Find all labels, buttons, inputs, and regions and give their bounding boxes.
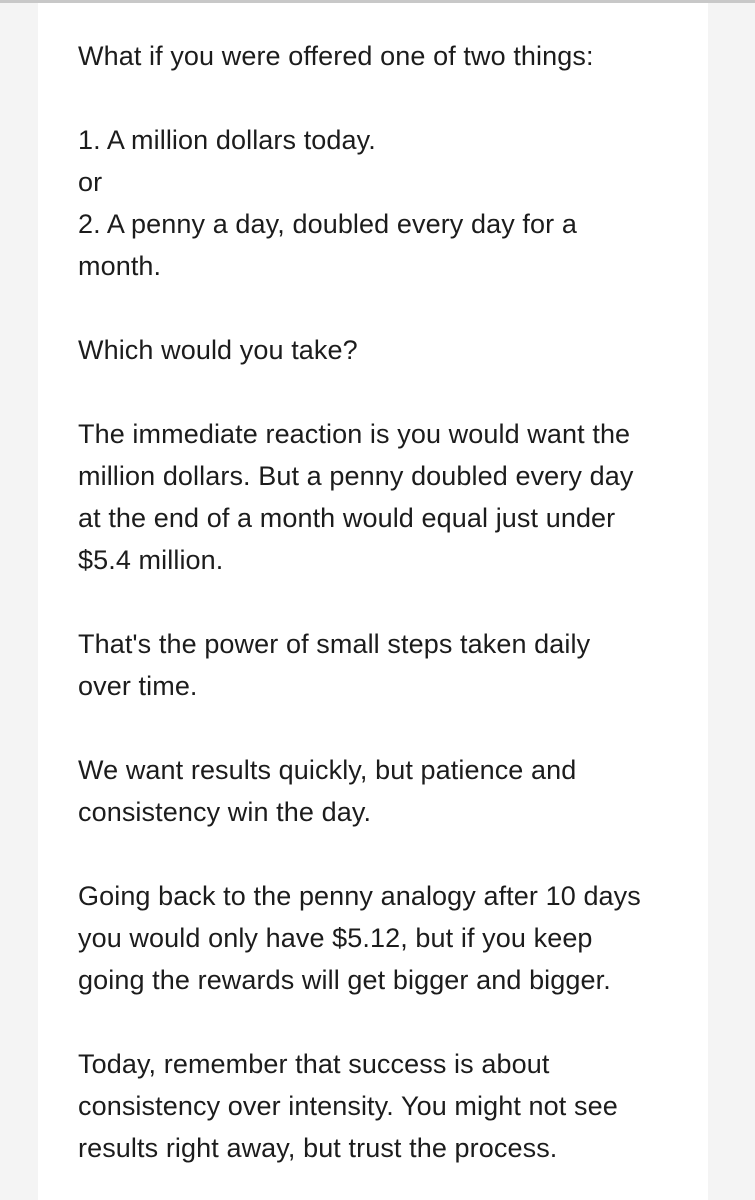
text-line: Going back to the penny analogy after 10 days [78, 881, 641, 911]
text-line: 1. A million dollars today. [78, 125, 376, 155]
text-line: Today, remember that success is about [78, 1049, 550, 1079]
text-line: results right away, but trust the process. [78, 1133, 558, 1163]
text-line: million dollars. But a penny doubled every day [78, 461, 634, 491]
text-line: Which would you take? [78, 335, 358, 365]
article-page [38, 3, 708, 1200]
text-line: or [78, 167, 103, 197]
text-line: consistency win the day. [78, 797, 372, 827]
paragraph-question [78, 329, 684, 371]
text-line: you would only have $5.12, but if you keep [78, 923, 593, 953]
text-line: What if you were offered one of two things: [78, 41, 594, 71]
paragraph-options [78, 119, 684, 287]
paragraph-reaction [78, 413, 684, 581]
paragraph-power [78, 623, 684, 707]
text-line: going the rewards will get bigger and bigger. [78, 965, 611, 995]
paragraph-intro [78, 35, 684, 77]
text-line: 2. A penny a day, doubled every day for a [78, 209, 577, 239]
paragraph-analogy [78, 875, 684, 1001]
text-line: over time. [78, 671, 198, 701]
text-line: $5.4 million. [78, 545, 224, 575]
text-line: consistency over intensity. You might not see [78, 1091, 618, 1121]
text-line: That's the power of small steps taken daily [78, 629, 591, 659]
paragraph-patience [78, 749, 684, 833]
text-line: month. [78, 251, 162, 281]
text-line: We want results quickly, but patience and [78, 755, 577, 785]
text-line: The immediate reaction is you would want the [78, 419, 631, 449]
paragraph-conclusion [78, 1043, 684, 1169]
text-line: at the end of a month would equal just under [78, 503, 616, 533]
